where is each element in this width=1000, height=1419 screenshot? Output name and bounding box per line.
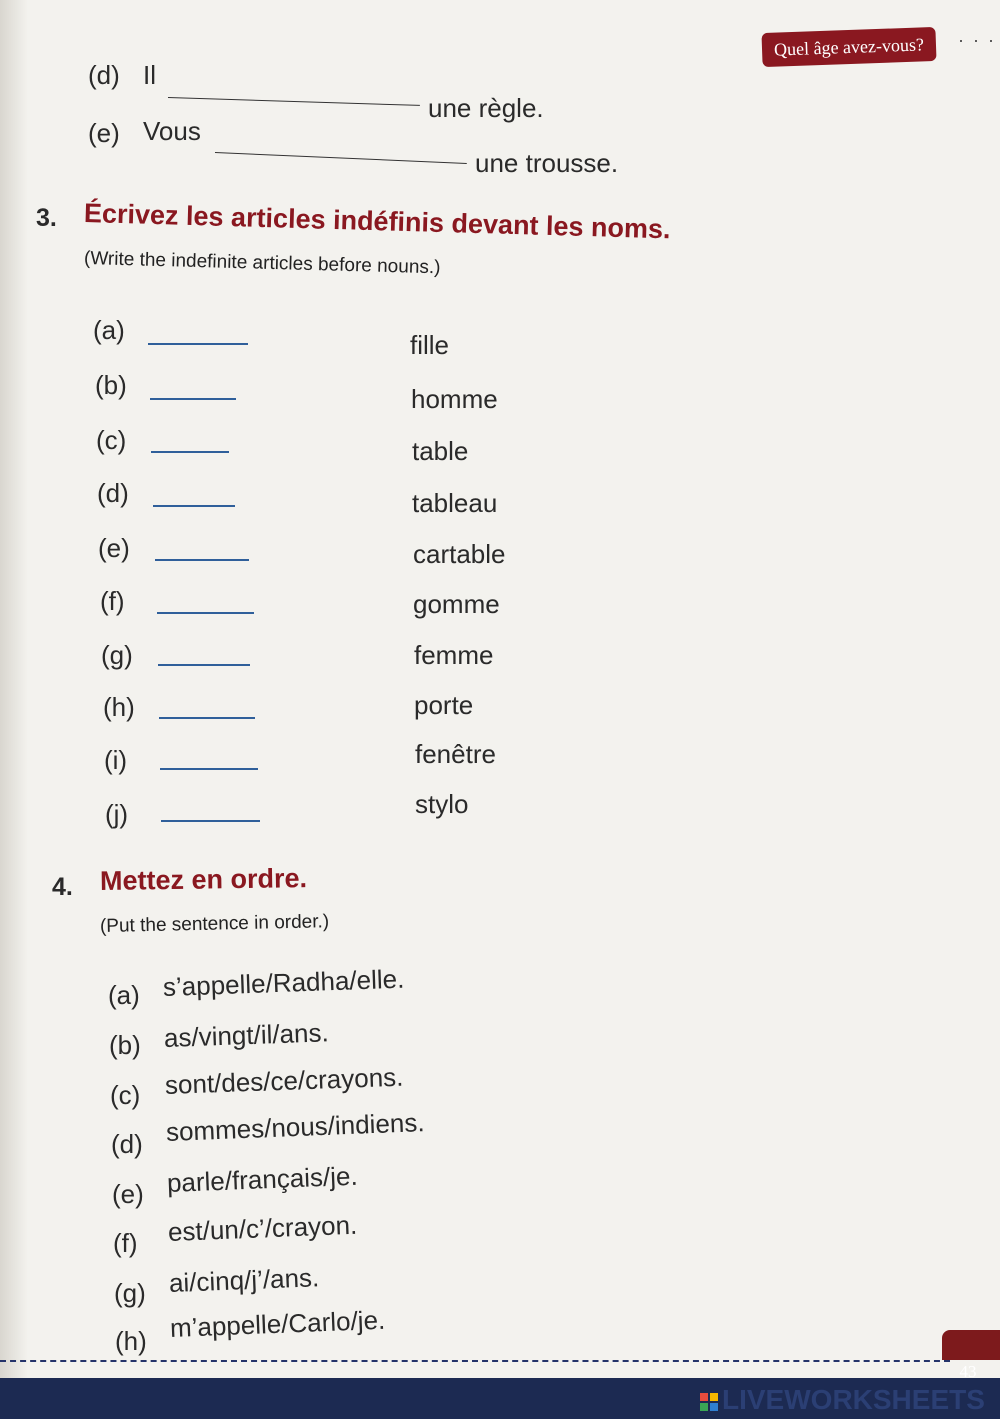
s3-blank-g[interactable] [158,664,250,666]
s4-label-d: (d) [111,1129,143,1159]
s4-text-g: ai/cinq/j’/ans. [168,1262,320,1298]
s3-label-f: (f) [100,586,125,616]
s4-label-c: (c) [110,1080,141,1110]
ex2-label-d: (d) [88,60,120,90]
page-number-tab [942,1330,1000,1360]
s4-text-e: parle/français/je. [166,1160,359,1198]
s4-label-b: (b) [109,1030,141,1060]
s4-text-a: s’appelle/Radha/elle. [162,963,405,1002]
section4-number: 4. [52,873,73,901]
liveworksheets-logo-icon [700,1393,718,1411]
s3-noun-h: porte [414,690,474,720]
ex2-subject-e: Vous [143,116,201,146]
page-number: 43 [959,1362,977,1381]
s3-noun-a: fille [410,330,450,360]
s3-label-a: (a) [93,315,125,345]
s3-blank-c[interactable] [151,451,229,453]
s3-noun-f: gomme [413,589,500,619]
s3-label-g: (g) [101,640,133,670]
s3-label-i: (i) [104,745,128,775]
s4-label-a: (a) [108,980,140,1010]
s3-blank-e[interactable] [155,559,249,561]
s3-label-c: (c) [96,425,127,455]
s3-label-b: (b) [95,370,127,400]
section3-subtitle: (Write the indefinite articles before nouns.) [83,248,441,279]
s3-blank-f[interactable] [157,612,254,614]
s4-label-e: (e) [112,1179,144,1209]
s4-label-h: (h) [115,1326,147,1356]
s4-text-c: sont/des/ce/crayons. [164,1061,404,1100]
s3-blank-b[interactable] [150,398,236,400]
section4-title: Mettez en ordre. [99,863,308,896]
ex2-label-e: (e) [88,118,120,148]
ex2-subject-d: Il [143,60,156,90]
s3-label-h: (h) [103,692,135,722]
s4-text-d: sommes/nous/indiens. [165,1107,426,1147]
s3-label-e: (e) [98,533,130,563]
s3-blank-j[interactable] [161,820,260,822]
page-gutter-shadow [0,0,28,1419]
header-dots: · · · [958,30,996,50]
liveworksheets-watermark [700,1384,985,1416]
s3-blank-i[interactable] [160,768,258,770]
watermark-text: LIVEWORKSHEETS [722,1384,985,1415]
s3-noun-c: table [412,436,469,466]
s3-noun-i: fenêtre [415,739,496,769]
s4-text-f: est/un/c’/crayon. [167,1209,358,1247]
section3-number: 3. [36,204,57,232]
ex2-rest-e: une trousse. [475,148,619,178]
s4-label-g: (g) [114,1278,146,1308]
s3-label-d: (d) [97,478,129,508]
s3-blank-h[interactable] [159,717,255,719]
s3-blank-d[interactable] [153,505,235,507]
s3-noun-j: stylo [415,789,469,819]
s3-noun-e: cartable [413,539,506,569]
s3-blank-a[interactable] [148,343,248,345]
s4-text-h: m’appelle/Carlo/je. [169,1304,386,1343]
s3-noun-d: tableau [412,488,498,518]
s3-noun-b: homme [411,384,498,414]
section4-subtitle: (Put the sentence in order.) [99,911,330,937]
ex2-blank-d[interactable] [168,97,420,106]
s3-noun-g: femme [414,640,494,670]
footer-dashed-line [0,1360,950,1362]
ex2-rest-d: une règle. [428,93,544,123]
s3-label-j: (j) [105,799,129,829]
section3-title: Écrivez les articles indéfinis devant les noms. [83,198,671,245]
s4-label-f: (f) [113,1228,138,1258]
chapter-title-badge: Quel âge avez-vous? [761,27,936,67]
s4-text-b: as/vingt/il/ans. [163,1017,330,1053]
ex2-blank-e[interactable] [215,152,467,164]
